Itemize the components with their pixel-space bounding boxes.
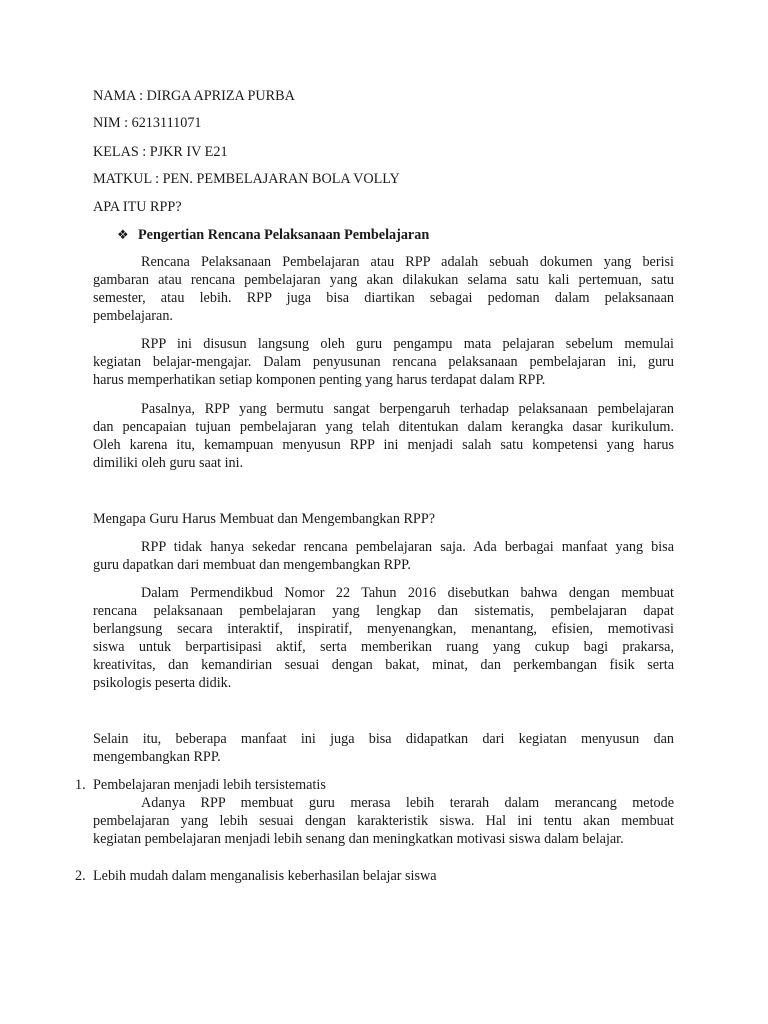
student-nim: NIM : 6213111071 (93, 115, 202, 131)
paragraph-line: Adanya RPP membuat guru merasa lebih terarah dalam merancang metode (141, 795, 674, 811)
paragraph-line: Pasalnya, RPP yang bermutu sangat berpengaruh terhadap pelaksanaan pembelajaran (141, 401, 674, 417)
paragraph-line: mengembangkan RPP. (93, 749, 221, 765)
paragraph-line: RPP ini disusun langsung oleh guru pengampu mata pelajaran sebelum memulai (141, 336, 674, 352)
paragraph-line: kreativitas, dan kemandirian sesuai dengan bakat, minat, dan perkembangan fisik serta (93, 657, 674, 673)
list-number: 2. (75, 868, 86, 884)
paragraph-line: semester, atau lebih. RPP juga bisa diartikan sebagai pedoman dalam pelaksanaan (93, 290, 674, 306)
paragraph-line: berlangsung secara interaktif, inspiratif, menyenangkan, menantang, efisien, memotivasi (93, 621, 674, 637)
paragraph-line: Dalam Permendikbud Nomor 22 Tahun 2016 disebutkan bahwa dengan membuat (141, 585, 674, 601)
paragraph-line: pembelajaran yang lebih sesuai dengan karakteristik siswa. Hal ini tentu akan membuat (93, 813, 674, 829)
list-item-title: Lebih mudah dalam menganalisis keberhasilan belajar siswa (93, 868, 437, 884)
paragraph-line: rencana pelaksanaan pembelajaran yang lengkap dan sistematis, pembelajaran dapat (93, 603, 674, 619)
list-item-title: Pembelajaran menjadi lebih tersistematis (93, 777, 326, 793)
course-name: MATKUL : PEN. PEMBELAJARAN BOLA VOLLY (93, 171, 400, 187)
student-class: KELAS : PJKR IV E21 (93, 144, 228, 160)
paragraph-line: kegiatan belajar-mengajar. Dalam penyusunan rencana pelaksanaan pembelajaran ini, guru (93, 354, 674, 370)
list-number: 1. (75, 777, 86, 793)
paragraph-line: dimiliki oleh guru saat ini. (93, 455, 244, 471)
section-heading: Pengertian Rencana Pelaksanaan Pembelajaran (138, 227, 430, 243)
paragraph-line: guru dapatkan dari membuat dan mengembangkan RPP. (93, 557, 411, 573)
paragraph-line: pembelajaran. (93, 308, 173, 324)
paragraph-line: Oleh karena itu, kemampuan menyusun RPP ini menjadi salah satu kompetensi yang harus (93, 437, 674, 453)
diamond-bullet-icon: ❖ (117, 228, 129, 243)
paragraph-line: siswa untuk berpartisipasi aktif, serta memberikan ruang yang cukup bagi prakarsa, (93, 639, 674, 655)
student-name: NAMA : DIRGA APRIZA PURBA (93, 88, 295, 104)
paragraph-line: psikologis peserta didik. (93, 675, 232, 691)
paragraph-line: RPP tidak hanya sekedar rencana pembelajaran saja. Ada berbagai manfaat yang bisa (141, 539, 674, 555)
paragraph-line: kegiatan pembelajaran menjadi lebih senang dan meningkatkan motivasi siswa dalam belajar. (93, 831, 624, 847)
paragraph-line: Selain itu, beberapa manfaat ini juga bisa didapatkan dari kegiatan menyusun dan (93, 731, 674, 747)
section-heading: Mengapa Guru Harus Membuat dan Mengembangkan RPP? (93, 511, 436, 527)
question-heading: APA ITU RPP? (93, 199, 182, 215)
paragraph-line: dan pencapaian tujuan pembelajaran yang telah ditentukan dalam kerangka dasar kurikulum. (93, 419, 674, 435)
paragraph-line: Rencana Pelaksanaan Pembelajaran atau RPP adalah sebuah dokumen yang berisi (141, 254, 674, 270)
paragraph-line: gambaran atau rencana pembelajaran yang akan dilakukan selama satu kali pertemuan, satu (93, 272, 674, 288)
paragraph-line: harus memperhatikan setiap komponen penting yang harus terdapat dalam RPP. (93, 372, 546, 388)
